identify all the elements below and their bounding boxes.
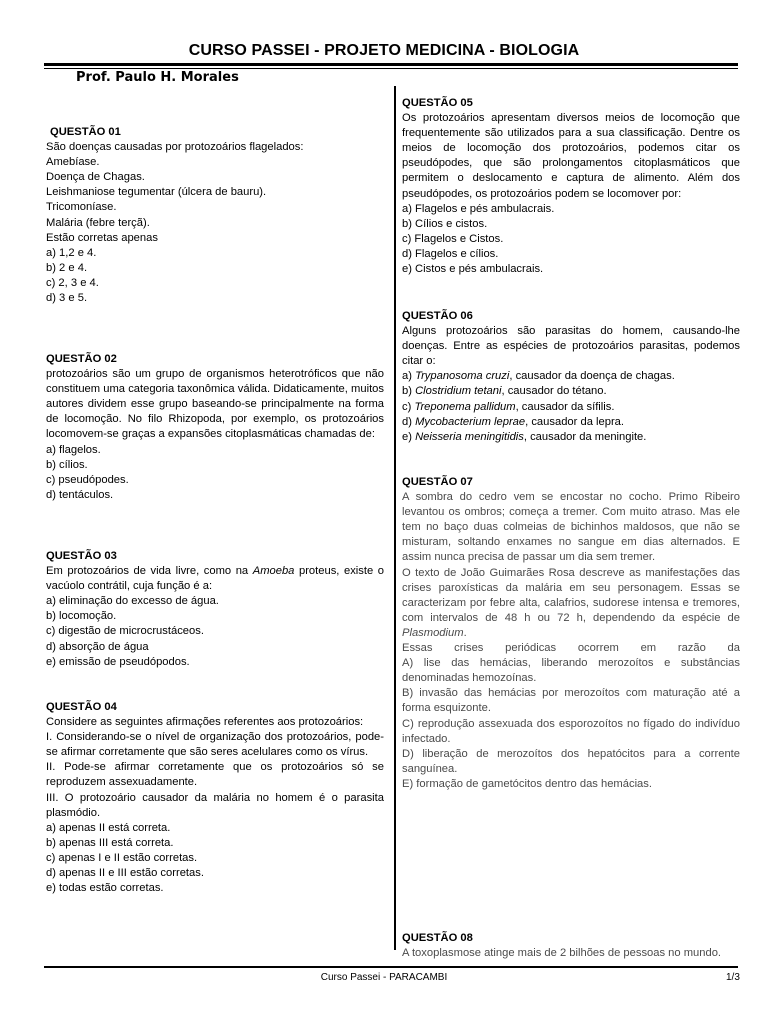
statement: II. Pode-se afirmar corretamente que os protozoários só se reproduzem assexuadamente. — [46, 761, 384, 789]
question-prompt: Essas crises periódicas ocorrem em razão da — [402, 642, 740, 655]
answer-option: C) reprodução assexuada dos esporozoítos no fígado do indivíduo infectado. — [402, 717, 740, 745]
question-stem: Considere as seguintes afirmações referentes aos protozoários: — [46, 716, 364, 729]
literary-quote: A sombra do cedro vem se encostar no cocho. Primo Ribeiro levantou os ombros; começa a tremer. Com muito atraso. Mas ele tem no baço duas colmeias de bichinhos maldosos, que não se misturam, soltando enxames no sangue em dias alternados. E assim nunca precisa de passar um dia sem tremer. — [402, 491, 740, 564]
answer-option: a) apenas II está correta. — [46, 821, 171, 834]
answer-option: B) invasão das hemácias por merozoítos com maturação até a forma esquizonte. — [402, 687, 740, 715]
answer-option: b) apenas III está correta. — [46, 836, 174, 849]
species-name: Clostridium tetani — [415, 385, 502, 398]
list-item: Doença de Chagas. — [46, 171, 145, 184]
statement: III. O protozoário causador da malária no homem é o parasita plasmódio. — [46, 791, 384, 819]
question-stem: protozoários são um grupo de organismos heterotróficos que não constituem uma categoria taxonômica válida. Didaticamente, muitos autores dividem esse grupo baseando-se principalmente na forma de locomoção. No filo Rhizopoda, por exemplo, os protozoários locomovem-se graças a expansões citoplasmáticas chamadas de: — [46, 368, 384, 441]
question-title: QUESTÃO 03 — [46, 550, 117, 562]
answer-option: e) todas estão corretas. — [46, 882, 164, 895]
question-stem: São doenças causadas por protozoários flagelados: — [46, 141, 304, 154]
answer-option: d) absorção de água — [46, 640, 149, 653]
question-08 — [402, 931, 740, 961]
question-title: QUESTÃO 05 — [402, 97, 473, 109]
question-05 — [402, 96, 740, 277]
answer-option: b) locomoção. — [46, 610, 117, 623]
answer-option: a) 1,2 e 4. — [46, 246, 97, 259]
species-name: Mycobacterium leprae — [415, 415, 526, 428]
species-name: Amoeba — [252, 565, 295, 578]
list-item: Malária (febre terçã). — [46, 216, 150, 229]
answer-option: A) lise das hemácias, liberando merozoítos e substâncias denominadas hemozoínas. — [402, 657, 740, 685]
answer-option: e) Cistos e pés ambulacrais. — [402, 263, 544, 276]
answer-option: d) tentáculos. — [46, 488, 114, 501]
list-item: Amebíase. — [46, 156, 100, 169]
answer-option: c) Treponema pallidum, causador da sífilis. — [402, 400, 615, 413]
footer-rule — [44, 966, 738, 968]
species-name: Neisseria meningitidis — [415, 430, 524, 443]
question-title: QUESTÃO 07 — [402, 476, 473, 488]
answer-option: a) Flagelos e pés ambulacrais. — [402, 202, 555, 215]
question-06 — [402, 309, 740, 445]
answer-option: b) 2 e 4. — [46, 261, 88, 274]
question-stem: Alguns protozoários são parasitas do homem, causando-lhe doenças. Entre as espécies de protozoários parasitas, podemos citar o: — [402, 325, 740, 368]
question-03 — [46, 549, 384, 670]
page-number: 1/3 — [726, 972, 740, 983]
answer-option: d) Mycobacterium leprae, causador da lepra. — [402, 415, 625, 428]
answer-option: c) apenas I e II estão corretas. — [46, 851, 198, 864]
statement: I. Considerando-se o nível de organização dos protozoários, pode-se afirmar corretamente que são seres acelulares como os vírus. — [46, 731, 384, 759]
list-item: Leishmaniose tegumentar (úlcera de bauru). — [46, 186, 267, 199]
list-item: Tricomoníase. — [46, 201, 117, 214]
question-title: QUESTÃO 08 — [402, 932, 473, 944]
answer-option: c) 2, 3 e 4. — [46, 276, 99, 289]
question-01 — [46, 125, 384, 306]
answer-option: e) emissão de pseudópodos. — [46, 655, 190, 668]
column-divider — [394, 86, 396, 950]
question-title: QUESTÃO 06 — [402, 310, 473, 322]
question-stem: Os protozoários apresentam diversos meios de locomoção que frequentemente são utilizados para a sua classificação. Dentre os meios de locomoção dos protozoários, podemos citar os pseudópodes, que são prolongamentos citoplasmáticos que permitem o deslocamento e captura de alimento. Além dos pseudópodes, os protozoários podem se locomover por: — [402, 112, 740, 200]
question-title: QUESTÃO 04 — [46, 701, 117, 713]
header-rule-thick — [44, 63, 738, 66]
professor-name: Prof. Paulo H. Morales — [76, 70, 239, 85]
question-07 — [402, 475, 740, 792]
answer-option: a) flagelos. — [46, 443, 101, 456]
question-context: O texto de João Guimarães Rosa descreve as manifestações das crises paroxísticas da malária em seu personagem. Essas se caracterizam por febre alta, calafrios, sudorese intensa e tremores, com intervalos de 48 h ou 72 h, dependendo da espécie de Plasmodium. — [402, 566, 740, 639]
question-title: QUESTÃO 01 — [50, 126, 121, 138]
document-title: CURSO PASSEI - PROJETO MEDICINA - BIOLOGIA — [188, 42, 580, 59]
answer-option: b) cílios. — [46, 458, 88, 471]
answer-option: c) pseudópodes. — [46, 473, 129, 486]
genus-name: Plasmodium — [402, 626, 464, 639]
question-04 — [46, 700, 384, 896]
question-02 — [46, 352, 384, 503]
answer-option: a) eliminação do excesso de água. — [46, 595, 219, 608]
question-title: QUESTÃO 02 — [46, 353, 117, 365]
species-name: Treponema pallidum — [414, 400, 516, 413]
answer-option: E) formação de gametócitos dentro das hemácias. — [402, 777, 652, 790]
answer-option: d) apenas II e III estão corretas. — [46, 867, 204, 880]
answer-option: c) digestão de microcrustáceos. — [46, 625, 204, 638]
answer-option: c) Flagelos e Cistos. — [402, 232, 504, 245]
question-prompt: Estão corretas apenas — [46, 231, 158, 244]
answer-option: D) liberação de merozoítos dos hepatócitos para a corrente sanguínea. — [402, 747, 740, 775]
answer-option: b) Cílios e cistos. — [402, 217, 488, 230]
answer-option: b) Clostridium tetani, causador do tétano. — [402, 385, 607, 398]
question-stem: A toxoplasmose atinge mais de 2 bilhões de pessoas no mundo. — [402, 947, 722, 960]
footer-text: Curso Passei - PARACAMBI — [320, 972, 448, 983]
species-name: Trypanosoma cruzi — [415, 370, 510, 383]
header-rule-thin — [44, 68, 738, 69]
question-stem: Em protozoários de vida livre, como na Amoeba proteus, existe o vacúolo contrátil, cuja função é a: — [46, 565, 384, 593]
answer-option: d) Flagelos e cílios. — [402, 247, 499, 260]
answer-option: d) 3 e 5. — [46, 292, 88, 305]
answer-option: e) Neisseria meningitidis, causador da meningite. — [402, 430, 647, 443]
answer-option: a) Trypanosoma cruzi, causador da doença de chagas. — [402, 370, 675, 383]
